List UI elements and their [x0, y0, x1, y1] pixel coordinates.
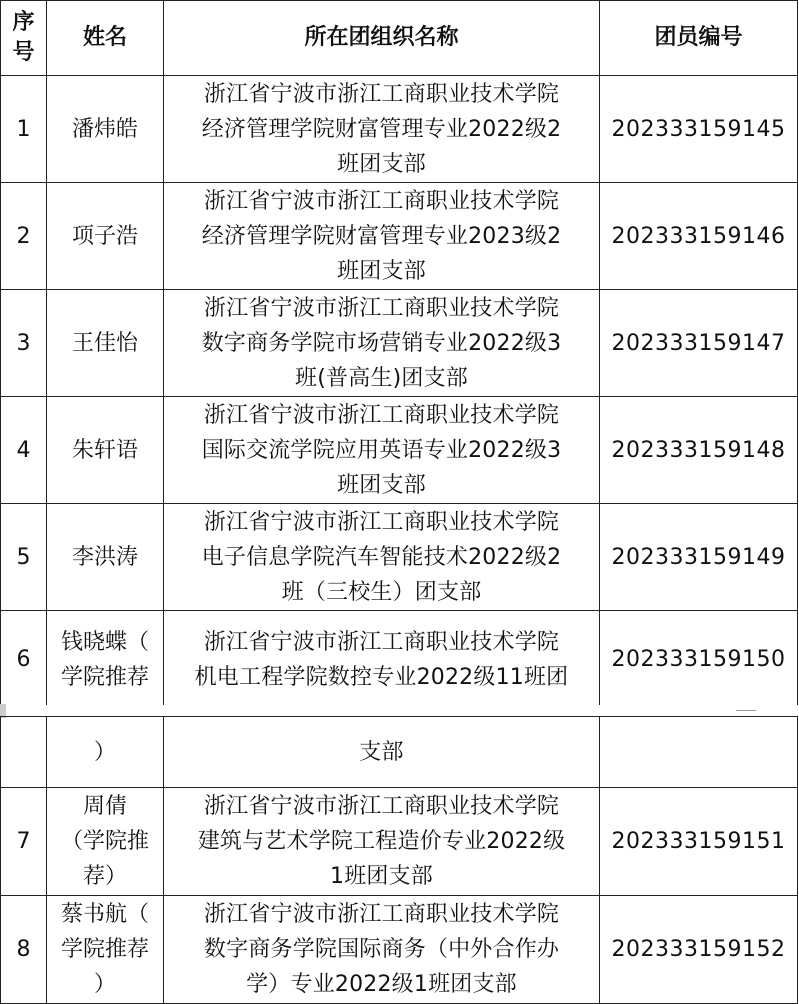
cell-name: 蔡书航（ 学院推荐 ） — [47, 896, 164, 1004]
cell-id: 202333159152 — [600, 896, 798, 1004]
cell-org: 浙江省宁波市浙江工商职业技术学院 数字商务学院国际商务（中外合作办 学）专业2022级1班团支部 — [164, 896, 600, 1004]
cell-no — [1, 717, 47, 788]
cell-name: 项子浩 — [47, 183, 164, 290]
cell-name: 王佳怡 — [47, 290, 164, 397]
cell-name: 钱晓蝶（ 学院推荐 — [47, 611, 164, 709]
cell-org: 支部 — [164, 717, 600, 788]
cell-no: 6 — [1, 611, 47, 709]
cell-name: 朱轩语 — [47, 397, 164, 504]
cell-org: 浙江省宁波市浙江工商职业技术学院 经济管理学院财富管理专业2022级2 班团支部 — [164, 76, 600, 183]
cell-name: 周倩 （学院推 荐） — [47, 788, 164, 896]
page-break-mark — [736, 710, 756, 711]
header-id: 团员编号 — [600, 1, 798, 76]
table-row — [1, 504, 798, 611]
cell-no: 1 — [1, 76, 47, 183]
cell-org: 浙江省宁波市浙江工商职业技术学院 机电工程学院数控专业2022级11班团 — [164, 611, 600, 709]
table-row — [1, 290, 798, 397]
cell-no: 3 — [1, 290, 47, 397]
table-row — [1, 397, 798, 504]
table-row — [1, 611, 798, 709]
cell-org: 浙江省宁波市浙江工商职业技术学院 建筑与艺术学院工程造价专业2022级 1班团支部 — [164, 788, 600, 896]
table-row — [1, 896, 798, 1004]
cell-name: ） — [47, 717, 164, 788]
cell-no: 2 — [1, 183, 47, 290]
cell-org: 浙江省宁波市浙江工商职业技术学院 数字商务学院市场营销专业2022级3 班(普高生)团支部 — [164, 290, 600, 397]
cell-no: 7 — [1, 788, 47, 896]
cell-name: 潘炜皓 — [47, 76, 164, 183]
cell-name: 李洪涛 — [47, 504, 164, 611]
cell-no: 8 — [1, 896, 47, 1004]
page-break-gap — [0, 705, 799, 716]
cell-org: 浙江省宁波市浙江工商职业技术学院 经济管理学院财富管理专业2023级2 班团支部 — [164, 183, 600, 290]
table-row-continued — [1, 717, 798, 788]
cell-no: 4 — [1, 397, 47, 504]
cell-id: 202333159151 — [600, 788, 798, 896]
table-row — [1, 76, 798, 183]
table-row — [1, 788, 798, 896]
header-org: 所在团组织名称 — [164, 1, 600, 76]
cell-id: 202333159149 — [600, 504, 798, 611]
cell-id: 202333159147 — [600, 290, 798, 397]
header-row — [1, 1, 798, 76]
cell-id — [600, 717, 798, 788]
cell-org: 浙江省宁波市浙江工商职业技术学院 电子信息学院汽车智能技术2022级2 班（三校生）团支部 — [164, 504, 600, 611]
cell-id: 202333159150 — [600, 611, 798, 709]
table-row — [1, 183, 798, 290]
cell-org: 浙江省宁波市浙江工商职业技术学院 国际交流学院应用英语专业2022级3 班团支部 — [164, 397, 600, 504]
cell-no: 5 — [1, 504, 47, 611]
header-no: 序 号 — [1, 1, 47, 76]
cell-id: 202333159148 — [600, 397, 798, 504]
header-name: 姓名 — [47, 1, 164, 76]
cell-id: 202333159146 — [600, 183, 798, 290]
cell-id: 202333159145 — [600, 76, 798, 183]
roster-table-page-2 — [0, 716, 798, 1004]
